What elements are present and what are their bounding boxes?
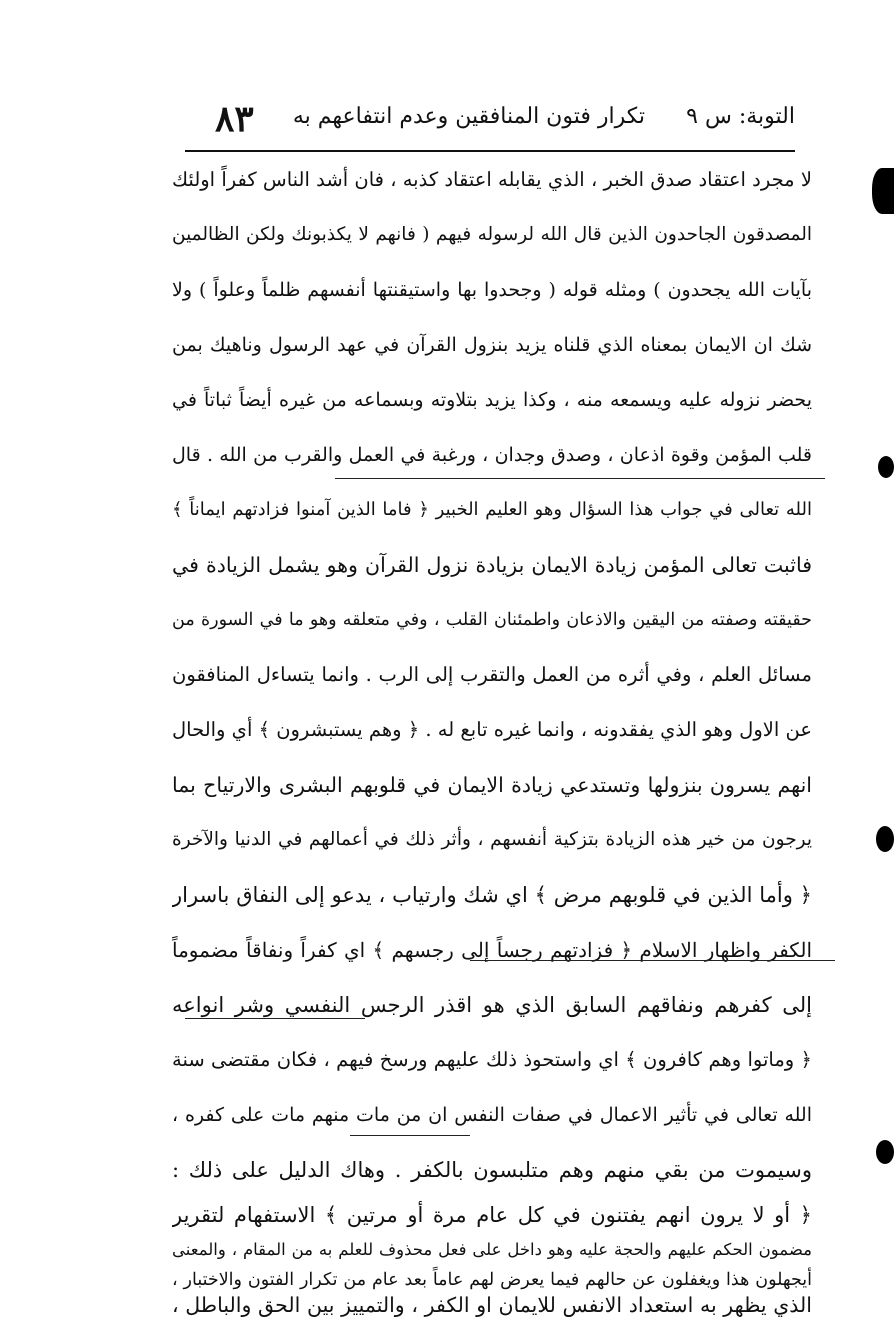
text-line: إلى كفرهم ونفاقهم السابق الذي هو اقذر الرجس النفسي وشر انواعه <box>172 993 812 1017</box>
underline-mark <box>185 1018 365 1019</box>
text-line: الذي يظهر به استعداد الانفس للايمان او الكفر ، والتمييز بين الحق والباطل ، <box>172 1293 812 1317</box>
text-line: الله تعالى في تأثير الاعمال في صفات النفس ان من مات منهم مات على كفره ، <box>172 1104 812 1126</box>
binding-hole-mark <box>876 1140 894 1164</box>
text-line: وسيموت من بقي منهم وهم متلبسون بالكفر . وهاك الدليل على ذلك : <box>172 1158 812 1182</box>
text-line: حقيقته وصفته من اليقين والاذعان واطمئنان القلب ، وفي متعلقه وهو ما في السورة من <box>172 610 812 630</box>
binding-hole-mark <box>876 826 894 852</box>
binding-hole-mark <box>878 456 894 478</box>
text-line: فاثبت تعالى المؤمن زيادة الايمان بزيادة نزول القرآن وهو يشمل الزيادة في <box>172 553 812 577</box>
text-line: انهم يسرون بنزولها وتستدعي زيادة الايمان في قلوبهم البشرى والارتياح بما <box>172 773 812 797</box>
text-line: المصدقون الجاحدون الذين قال الله لرسوله فيهم ( فانهم لا يكذبونك ولكن الظالمين <box>172 224 812 245</box>
underline-mark <box>350 1135 470 1136</box>
surah-label: التوبة: س ٩ <box>686 104 795 129</box>
text-line: ﴿ أو لا يرون انهم يفتنون في كل عام مرة أو مرتين ﴾ الاستفهام لتقرير <box>172 1203 812 1227</box>
text-line: قلب المؤمن وقوة اذعان ، وصدق وجدان ، ورغبة في العمل والقرب من الله . قال <box>172 444 812 466</box>
text-line: مضمون الحكم عليهم والحجة عليه وهو داخل على فعل محذوف للعلم به من المقام ، والمعنى <box>172 1240 812 1259</box>
text-line: مسائل العلم ، وفي أثره من العمل والتقرب إلى الرب . وانما يتساءل المنافقون <box>172 663 812 686</box>
text-line: يرجون من خير هذه الزيادة بتزكية أنفسهم ، وأثر ذلك في أعمالهم في الدنيا والآخرة <box>172 829 812 850</box>
text-line: الكفر واظهار الاسلام ﴿ فزادتهم رجساً إلى رجسهم ﴾ اي كفراً ونفاقاً مضموماً <box>172 938 812 962</box>
text-line: شك ان الايمان بمعناه الذي قلناه يزيد بنزول القرآن في عهد الرسول وناهيك بمن <box>172 334 812 356</box>
underline-mark <box>335 478 825 479</box>
text-line: الله تعالى في جواب هذا السؤال وهو العليم الخبير ﴿ فاما الذين آمنوا فزادتهم ايماناً ﴾ <box>172 499 812 520</box>
running-title: تكرار فتون المنافقين وعدم انتفاعهم به <box>292 104 645 129</box>
text-line: أيجهلون هذا ويغفلون عن حالهم فيما يعرض لهم عاماً بعد عام من تكرار الفتون والاختبار ، <box>172 1270 812 1290</box>
page-header <box>185 98 795 148</box>
underline-mark <box>470 960 835 961</box>
text-line: لا مجرد اعتقاد صدق الخبر ، الذي يقابله اعتقاد كذبه ، فان أشد الناس كفراً اولئك <box>172 168 812 191</box>
text-line: يحضر نزوله عليه ويسمعه منه ، وكذا يزيد بتلاوته وبسماعه من غيره أيضاً ثباتاً في <box>172 389 812 411</box>
text-line: عن الاول وهو الذي يفقدونه ، وانما غيره تابع له . ﴿ وهم يستبشرون ﴾ أي والحال <box>172 718 812 741</box>
text-line: ﴿ وأما الذين في قلوبهم مرض ﴾ اي شك وارتياب ، يدعو إلى النفاق باسرار <box>172 883 812 907</box>
page-number: ٨٣ <box>215 98 254 140</box>
text-line: بآيات الله يجحدون ) ومثله قوله ( وجحدوا بها واستيقنتها أنفسهم ظلماً وعلواً ) ولا <box>172 279 812 301</box>
text-line: ﴿ وماتوا وهم كافرون ﴾ اي واستحوذ ذلك عليهم ورسخ فيهم ، فكان مقتضى سنة <box>172 1048 812 1071</box>
header-rule <box>185 150 795 152</box>
binding-hole-mark <box>872 168 894 214</box>
